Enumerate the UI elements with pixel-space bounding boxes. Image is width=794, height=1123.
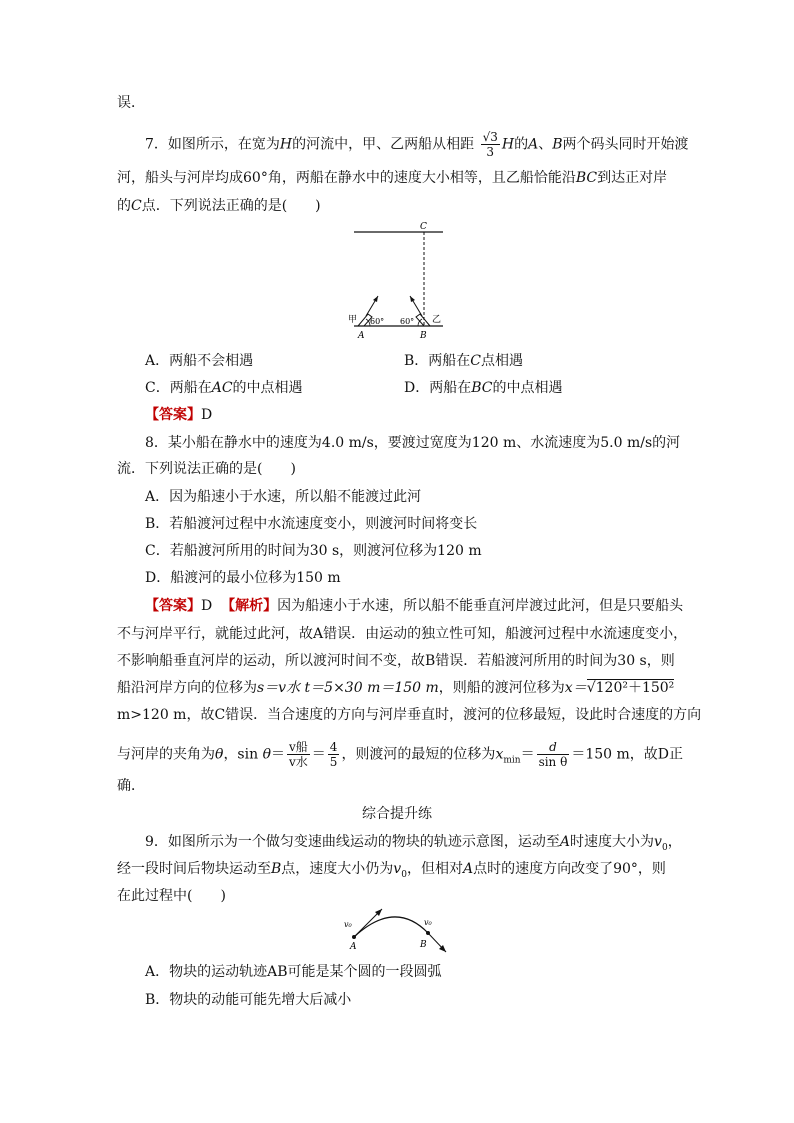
point-c-label: C <box>420 222 427 232</box>
q8-analysis-line7: 确． <box>117 778 145 794</box>
point-a-label: A <box>350 942 357 952</box>
q8-option-d: D．船渡河的最小位移为150 m <box>145 570 341 586</box>
velocity-ratio-fraction: $\frac{\text{v船}}{\text{v水}}$ <box>289 740 308 769</box>
v0-label-a: v₀ <box>344 920 352 929</box>
q7-line1: 7．如图所示，在宽为H的河流中，甲、乙两船从相距 $\frac{√3}{3}$ H的A、B两个码头同时开始渡 <box>145 130 689 159</box>
arrowhead-jia-icon <box>373 296 378 302</box>
point-a-label: A <box>358 331 365 341</box>
q9-line1: 9．如图所示为一个做匀变速曲线运动的物块的轨迹示意图，运动至A时速度大小为$v_0$， <box>145 834 682 853</box>
point-b-label: B <box>420 331 427 341</box>
prev-line-end: 误． <box>117 95 145 111</box>
q7-option-d: D．两船在BC的中点相遇 <box>404 380 563 396</box>
q9-trajectory-figure <box>340 905 455 957</box>
q9-line3: 在此过程中( ) <box>117 888 226 904</box>
q7-fraction: $\frac{√3}{3}$ <box>482 130 498 159</box>
q8-option-a: A．因为船速小于水速，所以船不能渡过此河 <box>145 489 422 505</box>
section-title: 综合提升练 <box>362 806 432 822</box>
q8-option-c: C．若船渡河所用的时间为30 s，则渡河位移为120 m <box>145 543 482 559</box>
q7-answer: 【答案】D <box>145 407 213 423</box>
boat-jia-label: 甲 <box>348 315 358 325</box>
q8-analysis-line3: 不影响船垂直河岸的运动，所以渡河时间不变，故B错误．若船渡河所用的时间为30 s，则 <box>117 653 675 669</box>
angle-yi-label: 60° <box>400 317 415 326</box>
q8-line2: 流．下列说法正确的是( ) <box>117 461 296 477</box>
q7-option-a: A．两船不会相遇 <box>145 353 254 369</box>
q7-river-figure <box>340 220 450 345</box>
q8-analysis-line2: 不与河岸平行，就能过此河，故A错误．由运动的独立性可知，船渡河过程中水流速度变小， <box>117 626 688 642</box>
q7-option-b: B．两船在C点相遇 <box>404 353 524 369</box>
q8-analysis-line1: 【答案】D 【解析】因为船速小于水速，所以船不能垂直河岸渡过此河，但是只要船头 <box>145 598 684 614</box>
q8-analysis-line5: m>120 m，故C错误．当合速度的方向与河岸垂直时，渡河的位移最短，设此时合速度的方向 <box>117 707 702 723</box>
sqrt-expression: √120²＋150² <box>586 680 675 696</box>
q7-option-c: C．两船在AC的中点相遇 <box>145 380 303 396</box>
four-fifths-fraction: $\frac{4}{5}$ <box>329 740 338 769</box>
angle-jia-label: 60° <box>370 317 385 326</box>
q8-analysis-line4: 船沿河岸方向的位移为s＝v水 t＝5×30 m＝150 m，则船的渡河位移为x＝√120²＋150² <box>117 680 675 696</box>
point-b-label: B <box>420 940 427 950</box>
q9-line2: 经一段时间后物块运动至B点，速度大小仍为$v_0$，但相对A点时的速度方向改变了90°，则 <box>117 861 666 880</box>
arrowhead-yi-icon <box>410 296 415 302</box>
trajectory-curve <box>354 917 428 937</box>
d-over-sin-fraction: $\frac{d}{\text{sin θ}}$ <box>538 740 568 769</box>
q8-line1: 8．某小船在静水中的速度为4.0 m/s，要渡过宽度为120 m、水流速度为5.0 m/s的河 <box>145 435 681 451</box>
q9-option-b: B．物块的动能可能先增大后减小 <box>145 992 352 1008</box>
q7-line2: 河，船头与河岸均成60°角，两船在静水中的速度大小相等，且乙船恰能沿BC到达正对岸 <box>117 170 668 186</box>
boat-yi-label: 乙 <box>432 315 442 325</box>
q7-line3: 的C点．下列说法正确的是( ) <box>117 198 321 214</box>
v0-label-b: v₀ <box>424 918 432 927</box>
q8-option-b: B．若船渡河过程中水流速度变小，则渡河时间将变长 <box>145 516 478 532</box>
q9-option-a: A．物块的运动轨迹AB可能是某个圆的一段圆弧 <box>145 964 442 980</box>
q8-analysis-line6: 与河岸的夹角为θ，sin θ＝ $\frac{\text{v船}}{\text{v水}}$ ＝ $\frac{4}{5}$ ，则渡河的最短的位移为$x_{min}=$ $\frac{d}{\text{sin θ}}$ ＝150 m，故D正 <box>117 740 683 769</box>
